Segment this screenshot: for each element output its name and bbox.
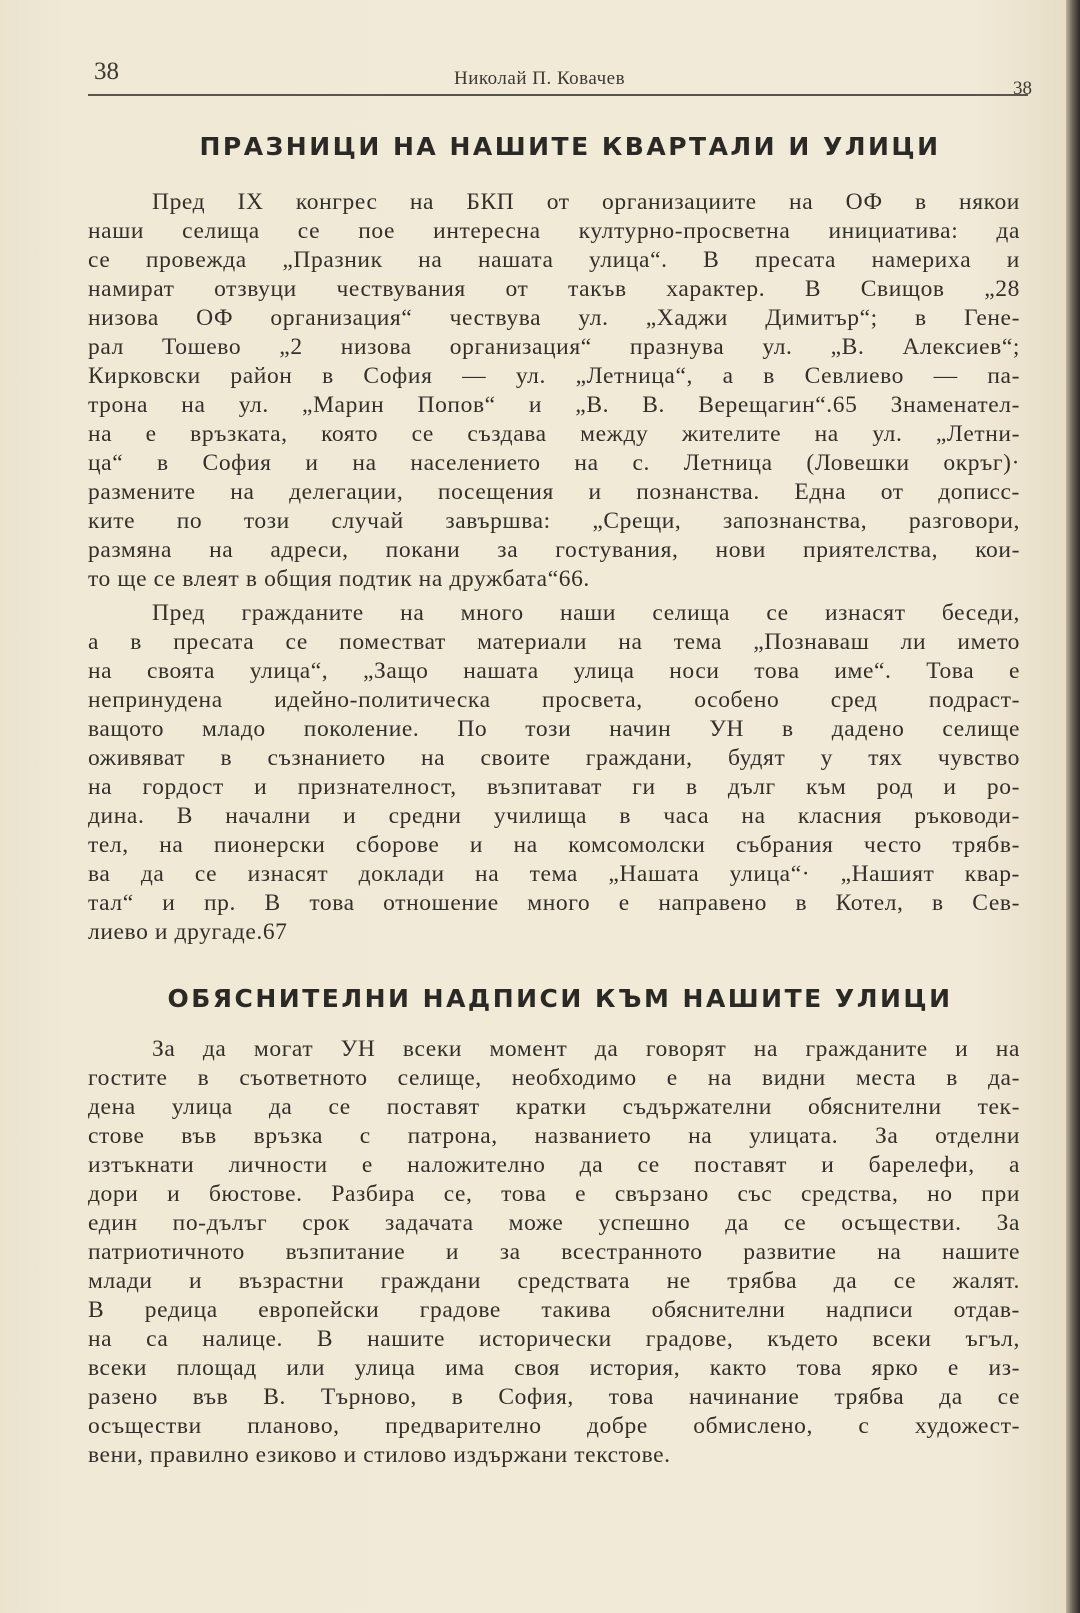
text-line: един по-дълъг срок задачата може успешно да се осъществи. За bbox=[88, 1210, 1020, 1236]
text-line: изтъкнати личности е наложително да се поставят и барелефи, а bbox=[88, 1152, 1020, 1178]
text-line: рал Тошево „2 низова организация“ празнува ул. „В. Алексиев“; bbox=[88, 334, 1020, 360]
text-line: лиево и другаде.67 bbox=[88, 919, 288, 945]
paragraph-holidays-2 bbox=[88, 599, 1020, 947]
text-line: размяна на адреси, покани за гостувания, нови приятелства, кои- bbox=[88, 537, 1020, 563]
text-line: то ще се влеят в общия подтик на дружбата“66. bbox=[88, 566, 590, 592]
page-number-right: 38 bbox=[1013, 78, 1032, 99]
text-line: ца“ в София и на населението на с. Летница (Ловешки окръг)· bbox=[88, 450, 1020, 476]
page-number-left: 38 bbox=[94, 58, 119, 85]
text-line: на своята улица“, „Защо нашата улица носи това име“. Това е bbox=[88, 658, 1020, 684]
text-line: тел, на пионерски сборове и на комсомолски събрания често трябв- bbox=[88, 832, 1020, 858]
text-line: разено във В. Търново, в София, това начинание трябва да се bbox=[88, 1384, 1020, 1410]
text-line: вени, правилно езиково и стилово издържани текстове. bbox=[88, 1442, 671, 1468]
text-line: наши селища се пое интересна културно-просветна инициатива: да bbox=[88, 218, 1020, 244]
text-line: намират отзвуци чествувания от такъв характер. В Свищов „28 bbox=[88, 276, 1020, 302]
text-line: осъществи планово, предварително добре обмислено, с художест- bbox=[88, 1413, 1020, 1439]
paragraph-holidays-1 bbox=[88, 188, 1020, 594]
text-line: дена улица да се поставят кратки съдържателни обяснителни тек- bbox=[88, 1094, 1020, 1120]
section-title-inscriptions: ОБЯСНИТЕЛНИ НАДПИСИ КЪМ НАШИТЕ УЛИЦИ bbox=[167, 984, 953, 1013]
running-title: Николай П. Ковачев bbox=[454, 68, 626, 89]
text-line: оживяват в съзнанието на своите граждани, будят у тях чувство bbox=[88, 745, 1020, 771]
text-line: на гордост и признателност, възпитават ги в дълг към род и ро- bbox=[88, 774, 1020, 800]
text-line: трона на ул. „Марин Попов“ и „В. В. Верещагин“.65 Знаменател- bbox=[88, 392, 1020, 418]
text-line: а в пресата се поместват материали на тема „Познаваш ли името bbox=[88, 629, 1020, 655]
text-line: патриотичното възпитание и за всестранното развитие на нашите bbox=[88, 1239, 1020, 1265]
text-line: ва да се изнасят доклади на тема „Нашата улица“· „Нашият квар- bbox=[88, 861, 1020, 887]
text-line: млади и възрастни граждани средствата не трябва да се жалят. bbox=[88, 1268, 1020, 1294]
text-line: се провежда „Празник на нашата улица“. В пресата намерихa и bbox=[88, 247, 1020, 273]
text-line: непринудена идейно-политическа просвета, особено сред подраст- bbox=[88, 687, 1020, 713]
text-line: Кирковски район в София — ул. „Летница“, а в Севлиево — па- bbox=[88, 363, 1020, 389]
text-line: В редица европейски градове такива обяснителни надписи отдав- bbox=[88, 1297, 1020, 1323]
text-line: всеки площад или улица има своя история, както това ярко е из- bbox=[88, 1355, 1020, 1381]
text-line: размените на делегации, посещения и познанства. Една от дописс- bbox=[88, 479, 1020, 505]
header-rule bbox=[88, 94, 1028, 96]
text-line: гостите в съответното селище, необходимо е на видни места в да- bbox=[88, 1065, 1020, 1091]
text-line: ващото младо поколение. По този начин УН в дадено селище bbox=[88, 716, 1020, 742]
text-line: на е връзката, която се създава между жителите на ул. „Летни- bbox=[88, 421, 1020, 447]
text-line: дина. В начални и средни училища в часа на класния ръководи- bbox=[88, 803, 1020, 829]
text-line: низова ОФ организация“ чествува ул. „Хаджи Димитър“; в Гене- bbox=[88, 305, 1020, 331]
section-title-holidays: ПРАЗНИЦИ НА НАШИТЕ КВАРТАЛИ И УЛИЦИ bbox=[199, 132, 941, 161]
text-line: на са налице. В нашите исторически градове, където всеки ъгъл, bbox=[88, 1326, 1020, 1352]
text-line: тал“ и пр. В това отношение много е направено в Котел, в Сев- bbox=[88, 890, 1020, 916]
text-line: дори и бюстове. Разбира се, това е свързано със средства, но при bbox=[88, 1181, 1020, 1207]
text-line: Пред IX конгрес на БКП от организациите на ОФ в някои bbox=[152, 189, 1020, 215]
text-line: За да могат УН всеки момент да говорят на гражданите и на bbox=[152, 1036, 1020, 1062]
paragraph-inscriptions-1 bbox=[88, 1035, 1020, 1470]
text-line: ките по този случай завършва: „Срещи, запознанства, разговори, bbox=[88, 508, 1020, 534]
text-line: Пред гражданите на много наши селища се изнасят беседи, bbox=[152, 600, 1020, 626]
book-spine-shadow bbox=[1066, 0, 1080, 1613]
text-line: стове във връзка с патрона, названието на улицата. За отделни bbox=[88, 1123, 1020, 1149]
